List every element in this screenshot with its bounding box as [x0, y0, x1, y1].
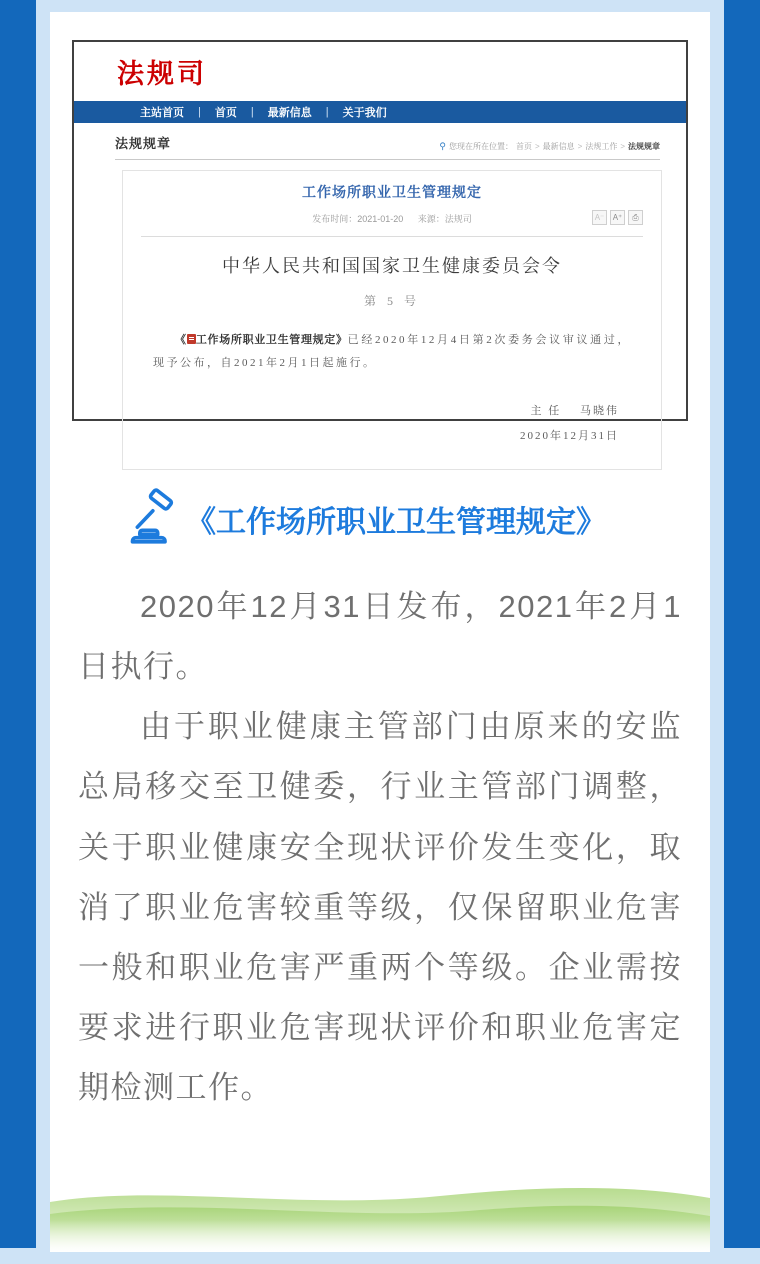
breadcrumb-item-home[interactable]: 首页 [515, 142, 532, 151]
signature-block [153, 399, 631, 450]
nav-separator: | [250, 106, 254, 118]
nav-separator: | [325, 106, 329, 118]
gavel-icon [124, 493, 180, 545]
sign-date: 2020年12月31日 [520, 430, 619, 443]
breadcrumb-separator: > [620, 142, 625, 151]
breadcrumb-separator: > [577, 142, 583, 151]
decree-number: 第 5 号 [363, 294, 420, 308]
site-body [74, 123, 686, 470]
section-header-row [115, 133, 660, 160]
law-paragraph-2: 由于职业健康主管部门由原来的安监总局移交至卫健委，行业主管部门调整，关于职业健康安全现状评价发生变化，取消了职业危害较重等级，仅保留职业危害一般和职业危害严重两个等级。企业需按要求进行职业危害现状评价和职业危害定期检测工作。 [78, 709, 682, 1105]
decree-body-bold: 《 工作场所职业卫生管理规定》 [175, 334, 348, 346]
signer-line [153, 399, 619, 424]
font-smaller-button[interactable]: A⁻ [592, 210, 607, 225]
font-tools [592, 210, 643, 225]
breadcrumb-item-legal-work[interactable]: 法规工作 [585, 142, 618, 151]
green-wave-footer [50, 1172, 710, 1252]
decree-title: 中华人民共和国国家卫生健康委员会令 [222, 256, 562, 276]
nav-item-home-main[interactable]: 主站首页 [140, 107, 184, 119]
breadcrumb-separator: > [534, 142, 540, 151]
breadcrumb-item-latest-news[interactable]: 最新信息 [542, 142, 575, 151]
article-title[interactable]: 工作场所职业卫生管理规定 [302, 184, 482, 200]
doc-icon [187, 334, 196, 344]
signer-name: 马晓伟 [580, 405, 619, 418]
website-screenshot [72, 40, 688, 443]
content-card [50, 12, 710, 1252]
article-box [122, 170, 662, 470]
law-heading-text: 《工作场所职业卫生管理规定》 [186, 506, 606, 539]
nav-item-home[interactable]: 首页 [214, 107, 237, 119]
site-nav [74, 101, 686, 123]
law-text [78, 577, 682, 1118]
article-meta [153, 212, 631, 225]
law-heading [124, 493, 710, 545]
law-paragraph-1: 2020年12月31日发布，2021年2月1日执行。 [78, 589, 682, 685]
nav-separator: | [198, 106, 201, 118]
article-meta-row [153, 212, 639, 228]
nav-item-about-us[interactable]: 关于我们 [342, 107, 387, 119]
meta-divider [141, 236, 643, 237]
font-larger-button[interactable]: A⁺ [610, 210, 625, 225]
breadcrumb-item-current: 法规规章 [628, 142, 660, 151]
decree-body-bold-text: 工作场所职业卫生管理规定》 [195, 334, 348, 346]
publish-date: 发布时间：2021-01-20 [312, 214, 404, 224]
article-source: 来源：法规司 [417, 214, 472, 224]
decree-body-rest: 已经2020年12月4日第2次委务会议审议通过，现予公布，自2021年2月1日起施行。 [153, 334, 632, 370]
site-header [74, 42, 686, 101]
breadcrumb-prefix: 您现在所在位置： [448, 142, 513, 151]
breadcrumb [439, 141, 660, 152]
location-pin-icon: ⚲ [439, 141, 446, 151]
section-title: 法规规章 [115, 136, 172, 151]
decree-body [153, 329, 631, 375]
nav-item-latest-news[interactable]: 最新信息 [267, 107, 312, 119]
site-logo: 法规司 [117, 59, 207, 89]
signer-label: 主 任 [530, 405, 562, 418]
print-button[interactable]: ⎙ [628, 210, 643, 225]
